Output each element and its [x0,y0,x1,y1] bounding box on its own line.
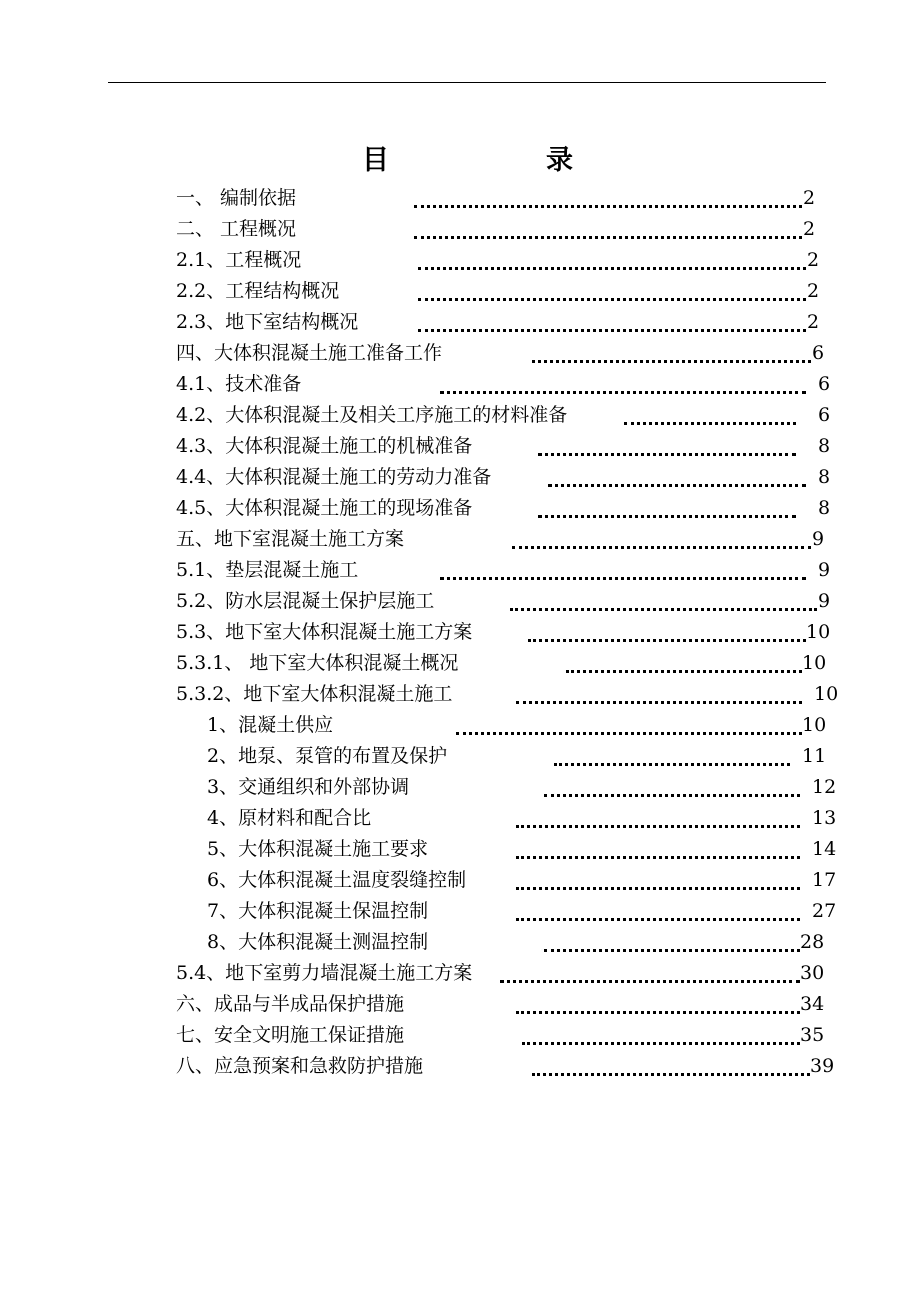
toc-leader [516,906,800,921]
toc-entry[interactable] [0,308,920,336]
toc-leader [544,782,800,797]
toc-leader [538,503,796,518]
toc-leader [624,410,796,425]
toc-entry-page: 10 [802,652,827,674]
toc-entry-page: 2 [807,249,820,271]
toc-entry[interactable] [0,804,920,832]
toc-leader [548,472,806,487]
toc-entry-page: 10 [814,683,839,705]
toc-entry-label: 四、大体积混凝土施工准备工作 [176,342,443,364]
toc-entry-label: 5.3、地下室大体积混凝土施工方案 [176,621,473,643]
toc-entry-page: 39 [810,1055,835,1077]
toc-entry-label: 五、地下室混凝土施工方案 [176,528,405,550]
toc-entry-page: 8 [818,435,831,457]
toc-leader [510,596,817,611]
toc-entry[interactable] [0,742,920,770]
toc-leader [544,937,800,952]
toc-leader [522,1030,800,1045]
toc-leader [456,720,802,735]
toc-entry-label: 4.2、大体积混凝土及相关工序施工的材料准备 [176,404,568,426]
toc-entry-label: 3、交通组织和外部协调 [207,776,410,798]
toc-entry-page: 14 [812,838,837,860]
toc-entry-page: 10 [802,714,827,736]
header-rule [108,82,826,83]
toc-entry-label: 二、 工程概况 [176,218,297,240]
toc-entry[interactable] [0,835,920,863]
toc-entry-label: 5、大体积混凝土施工要求 [207,838,429,860]
toc-entry[interactable] [0,525,920,553]
toc-entry[interactable] [0,711,920,739]
toc-entry-label: 2.1、工程概况 [176,249,302,271]
toc-entry[interactable] [0,556,920,584]
toc-entry-page: 30 [800,962,825,984]
toc-leader [516,813,800,828]
toc-entry-page: 13 [812,807,837,829]
toc-entry[interactable] [0,587,920,615]
toc-entry-label: 6、大体积混凝土温度裂缝控制 [207,869,467,891]
toc-entry[interactable] [0,680,920,708]
toc-leader [516,689,802,704]
toc-entry-label: 2.3、地下室结构概况 [176,311,359,333]
toc-entry-label: 4.3、大体积混凝土施工的机械准备 [176,435,473,457]
toc-leader [500,968,800,983]
toc-leader [516,875,800,890]
toc-entry-label: 4.4、大体积混凝土施工的劳动力准备 [176,466,492,488]
toc-entry-label: 1、混凝土供应 [207,714,334,736]
toc-leader [512,534,811,549]
toc-entry[interactable] [0,277,920,305]
toc-entry-page: 2 [807,311,820,333]
toc-leader [440,379,806,394]
toc-entry-label: 5.3.2、地下室大体积混凝土施工 [176,683,453,705]
toc-entry-label: 七、安全文明施工保证措施 [176,1024,405,1046]
toc-entry-page: 6 [818,373,831,395]
toc-entry-page: 17 [812,869,837,891]
toc-entry[interactable] [0,463,920,491]
toc-entry-page: 2 [807,280,820,302]
toc-entry[interactable] [0,184,920,212]
toc-entry[interactable] [0,928,920,956]
toc-entry[interactable] [0,401,920,429]
toc-leader [516,844,800,859]
toc-entry-page: 9 [818,559,831,581]
toc-entry[interactable] [0,959,920,987]
title-char-lu: 录 [546,145,573,176]
toc-leader [440,565,806,580]
toc-entry-label: 4.1、技术准备 [176,373,302,395]
toc-entry-label: 一、 编制依据 [176,187,297,209]
toc-leader [418,317,806,332]
toc-entry-page: 6 [812,342,825,364]
toc-entry-label: 2.2、工程结构概况 [176,280,340,302]
toc-entry-page: 12 [812,776,837,798]
toc-entry-label: 八、应急预案和急救防护措施 [176,1055,424,1077]
toc-entry-page: 9 [812,528,825,550]
toc-entry-page: 10 [806,621,831,643]
toc-entry-label: 2、地泵、泵管的布置及保护 [207,745,448,767]
toc-leader [414,193,802,208]
toc-entry-page: 27 [812,900,837,922]
toc-leader [516,999,800,1014]
toc-entry-page: 9 [818,590,831,612]
toc-entry[interactable] [0,215,920,243]
page-title [0,138,920,178]
toc-entry[interactable] [0,339,920,367]
toc-entry-page: 2 [803,218,816,240]
toc-entry-label: 5.2、防水层混凝土保护层施工 [176,590,435,612]
toc-leader [566,658,802,673]
toc-entry[interactable] [0,773,920,801]
toc-entry[interactable] [0,1052,920,1080]
toc-entry[interactable] [0,246,920,274]
toc-entry[interactable] [0,618,920,646]
toc-leader [418,286,806,301]
toc-entry[interactable] [0,1021,920,1049]
toc-entry[interactable] [0,897,920,925]
toc-entry-page: 11 [802,745,827,767]
toc-leader [414,224,802,239]
toc-entry-label: 六、成品与半成品保护措施 [176,993,405,1015]
toc-leader [528,627,806,642]
toc-entry-label: 4、原材料和配合比 [207,807,372,829]
toc-entry-label: 7、大体积混凝土保温控制 [207,900,429,922]
toc-entry-page: 8 [818,466,831,488]
toc-entry-page: 28 [800,931,825,953]
toc-entry-label: 5.4、地下室剪力墙混凝土施工方案 [176,962,473,984]
toc-entry-page: 34 [800,993,825,1015]
toc-entry-page: 2 [803,187,816,209]
toc-entry[interactable] [0,370,920,398]
title-char-mu: 目 [362,145,389,176]
toc-entry-label: 5.1、垫层混凝土施工 [176,559,359,581]
toc-entry-page: 6 [818,404,831,426]
toc-leader [554,751,790,766]
toc-entry[interactable] [0,866,920,894]
toc-entry[interactable] [0,990,920,1018]
toc-entry-label: 5.3.1、 地下室大体积混凝土概况 [176,652,459,674]
toc-entry[interactable] [0,494,920,522]
toc-leader [532,1061,810,1076]
toc-leader [418,255,806,270]
toc-entry-label: 4.5、大体积混凝土施工的现场准备 [176,497,473,519]
toc-entry-label: 8、大体积混凝土测温控制 [207,931,429,953]
toc-entry-page: 8 [818,497,831,519]
toc-leader [532,348,811,363]
toc-leader [538,441,796,456]
toc-entry[interactable] [0,649,920,677]
toc-entry-page: 35 [800,1024,825,1046]
toc-entry[interactable] [0,432,920,460]
